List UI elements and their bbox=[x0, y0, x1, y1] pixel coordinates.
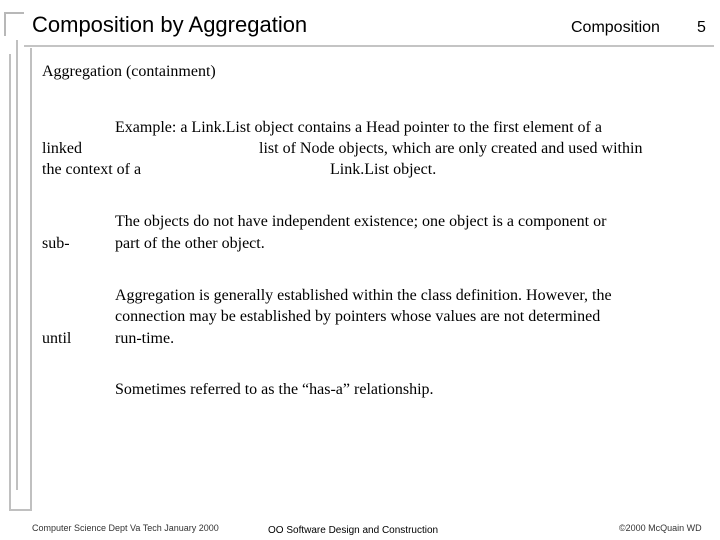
definition-margin-word: until bbox=[42, 330, 72, 347]
definition-line-2: connection may be established by pointers whose values are not determined bbox=[115, 308, 601, 325]
lead-heading: Aggregation (containment) bbox=[42, 63, 216, 80]
frame-line bbox=[16, 40, 18, 490]
example-line-3b: Link.List object. bbox=[330, 161, 437, 178]
example-line-2a: linked bbox=[42, 140, 82, 157]
header-rule bbox=[24, 45, 714, 47]
slide-topic: Composition bbox=[571, 19, 660, 36]
frame-line bbox=[9, 509, 32, 511]
example-line-2b: list of Node objects, which are only created and used within bbox=[259, 140, 643, 157]
example-line-1: Example: a Link.List object contains a Head pointer to the first element of a bbox=[115, 119, 602, 136]
footer-right: ©2000 McQuain WD bbox=[619, 523, 702, 533]
definition-line-1: Aggregation is generally established within the class definition. However, the bbox=[115, 287, 612, 304]
footer-left: Computer Science Dept Va Tech January 2000 bbox=[32, 523, 219, 533]
independence-margin-word: sub- bbox=[42, 235, 70, 252]
header-corner-bracket bbox=[4, 12, 24, 36]
independence-line-1: The objects do not have independent existence; one object is a component or bbox=[115, 213, 607, 230]
frame-line bbox=[30, 48, 32, 510]
definition-line-3: run-time. bbox=[115, 330, 175, 347]
frame-line bbox=[9, 54, 11, 511]
example-line-3a: the context of a bbox=[42, 161, 142, 178]
footer-center: OO Software Design and Construction bbox=[268, 525, 439, 536]
page-number: 5 bbox=[697, 19, 706, 36]
slide-title: Composition by Aggregation bbox=[32, 12, 308, 37]
independence-line-2: part of the other object. bbox=[115, 235, 265, 252]
relationship-line: Sometimes referred to as the “has-a” relationship. bbox=[115, 381, 434, 398]
